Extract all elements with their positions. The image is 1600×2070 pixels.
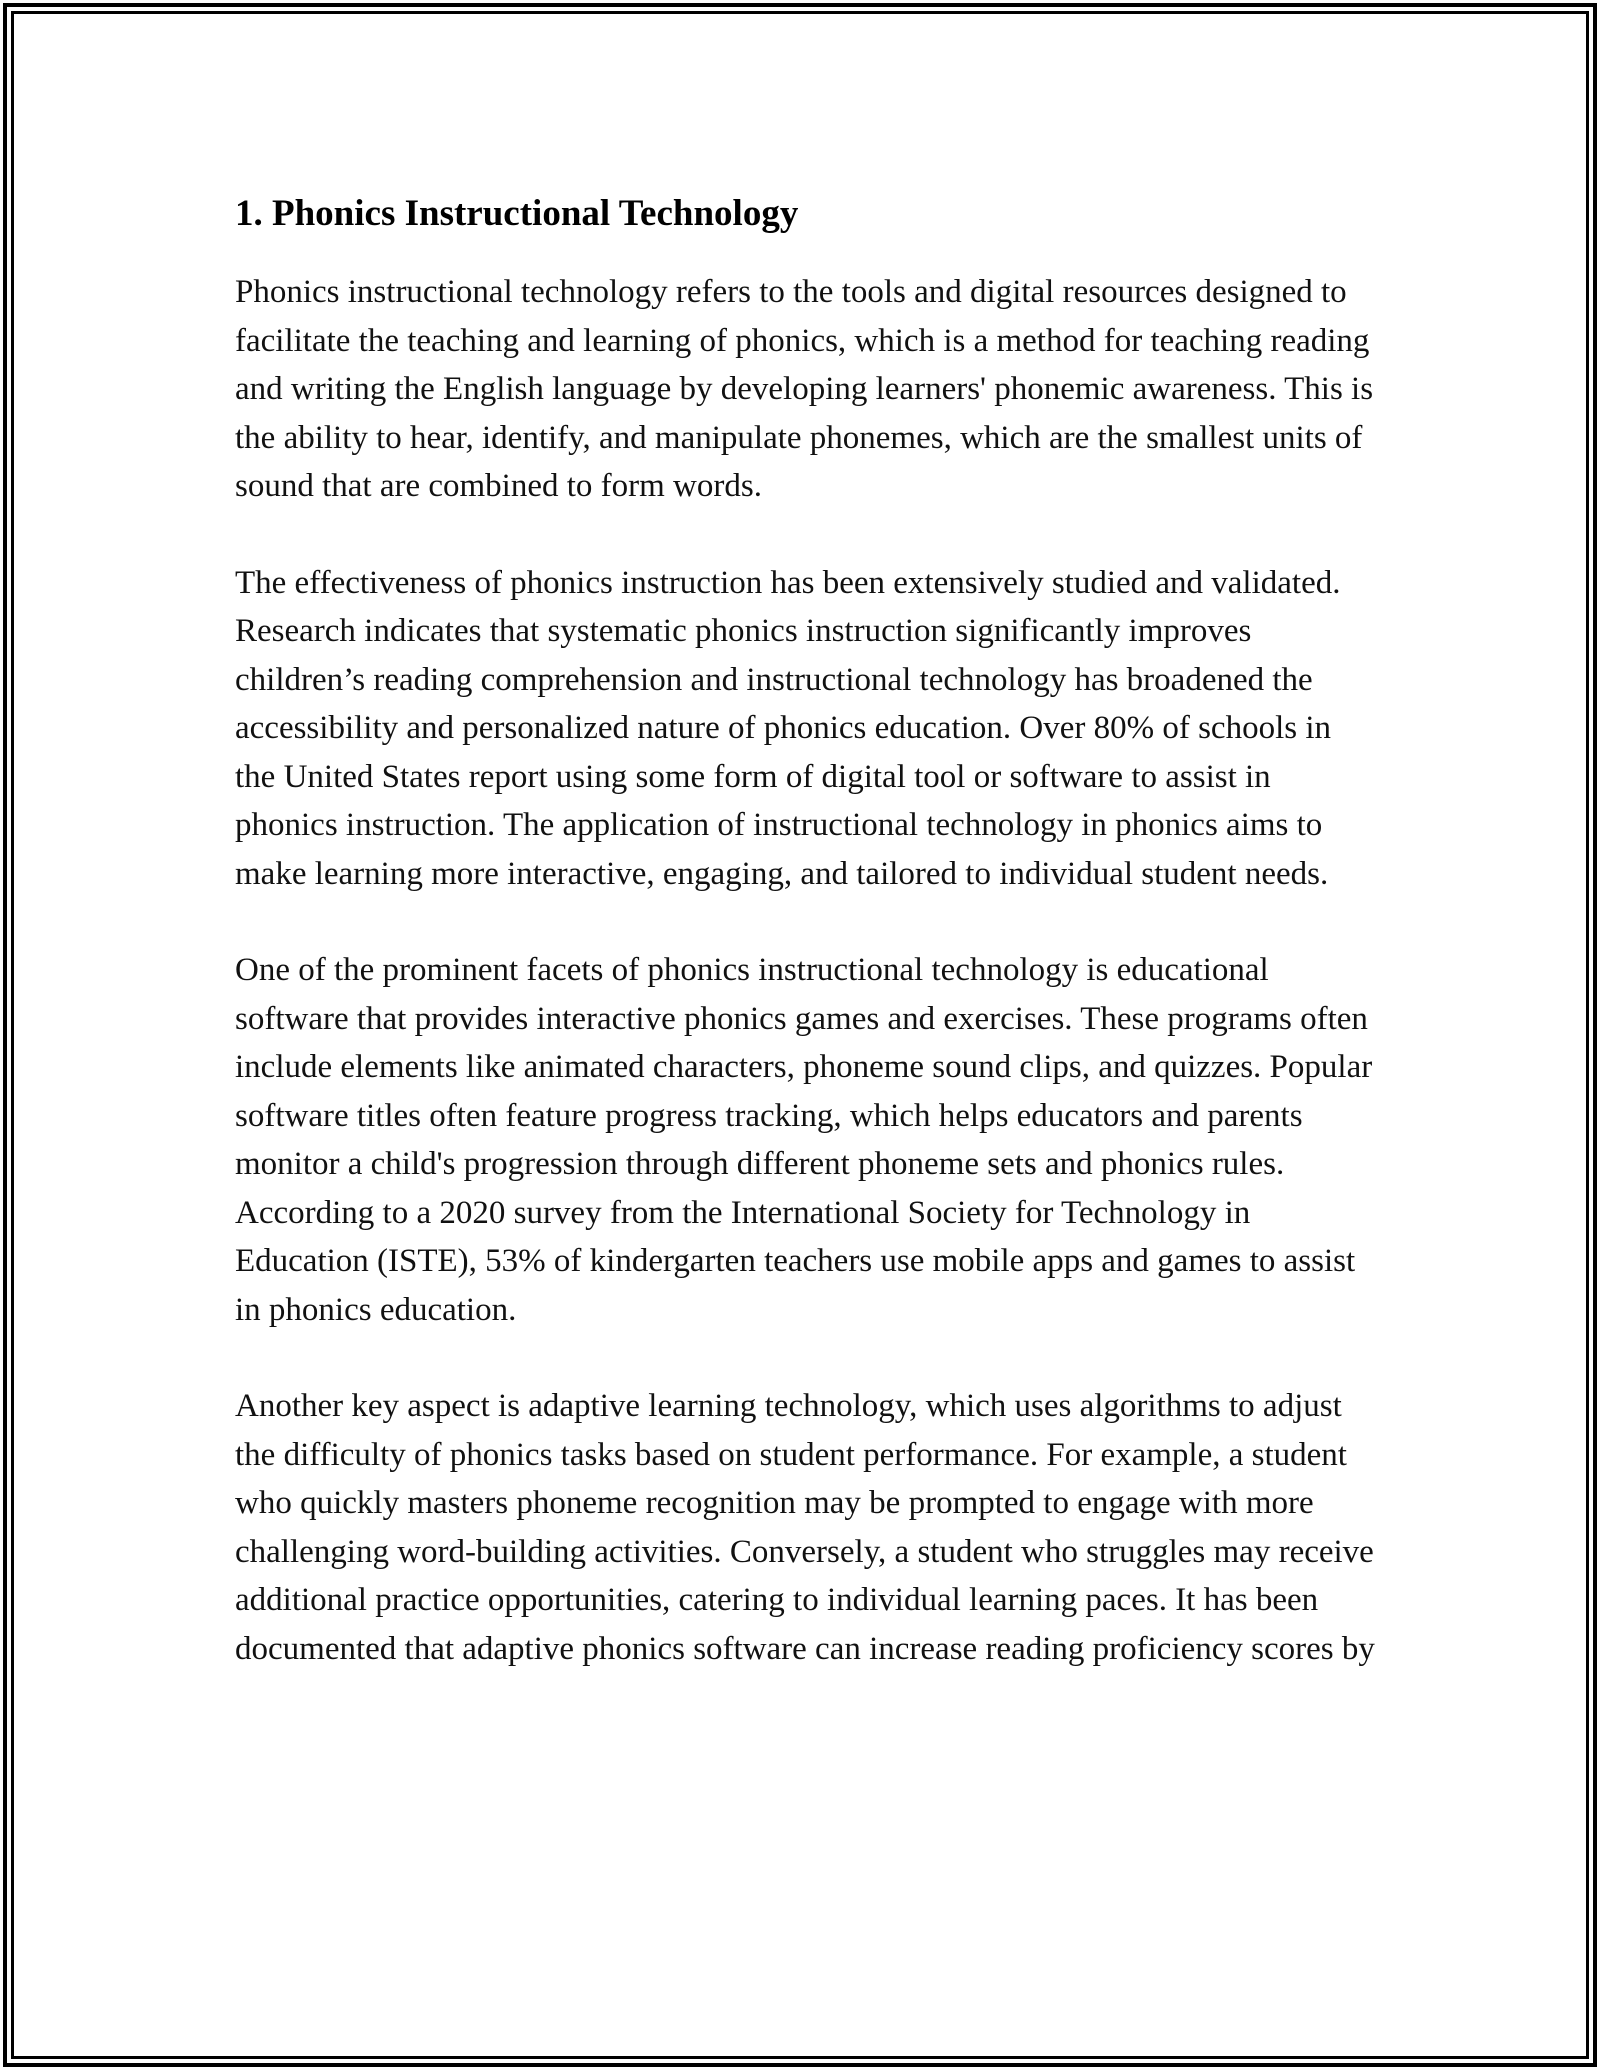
paragraph-4: Another key aspect is adaptive learning technology, which uses algorithms to adjust the difficulty of phonics tasks based on student performance. For example, a student who quickly masters phoneme recognition may be prompted to engage with more challenging word-building activities. Conversely, a student who struggles may receive additional practice opportunities, catering to individual learning paces. It has been documented that adaptive phonics software can increase reading proficiency scores by xyxy=(235,1388,1375,1667)
document-body xyxy=(235,190,1375,1721)
paragraph-1: Phonics instructional technology refers to the tools and digital resources designed to facilitate the teaching and learning of phonics, which is a method for teaching reading and writing the English language by developing learners' phonemic awareness. This is the ability to hear, identify, and manipulate phonemes, which are the smallest units of sound that are combined to form words. xyxy=(235,274,1374,504)
paragraph-3: One of the prominent facets of phonics instructional technology is educational software that provides interactive phonics games and exercises. These programs often include elements like animated characters, phoneme sound clips, and quizzes. Popular software titles often feature progress tracking, which helps educators and parents monitor a child's progression through different phoneme sets and phonics rules. According to a 2020 survey from the International Society for Technology in Education (ISTE), 53% of kindergarten teachers use mobile apps and games to assist in phonics education. xyxy=(235,952,1373,1328)
section-heading: 1. Phonics Instructional Technology xyxy=(235,193,799,234)
paragraph-2: The effectiveness of phonics instruction has been extensively studied and validated. Research indicates that systematic phonics instruction significantly improves children’s reading comprehension and instructional technology has broadened the accessibility and personalized nature of phonics education. Over 80% of schools in the United States report using some form of digital tool or software to assist in phonics instruction. The application of instructional technology in phonics aims to make learning more interactive, engaging, and tailored to individual student needs. xyxy=(235,564,1341,892)
